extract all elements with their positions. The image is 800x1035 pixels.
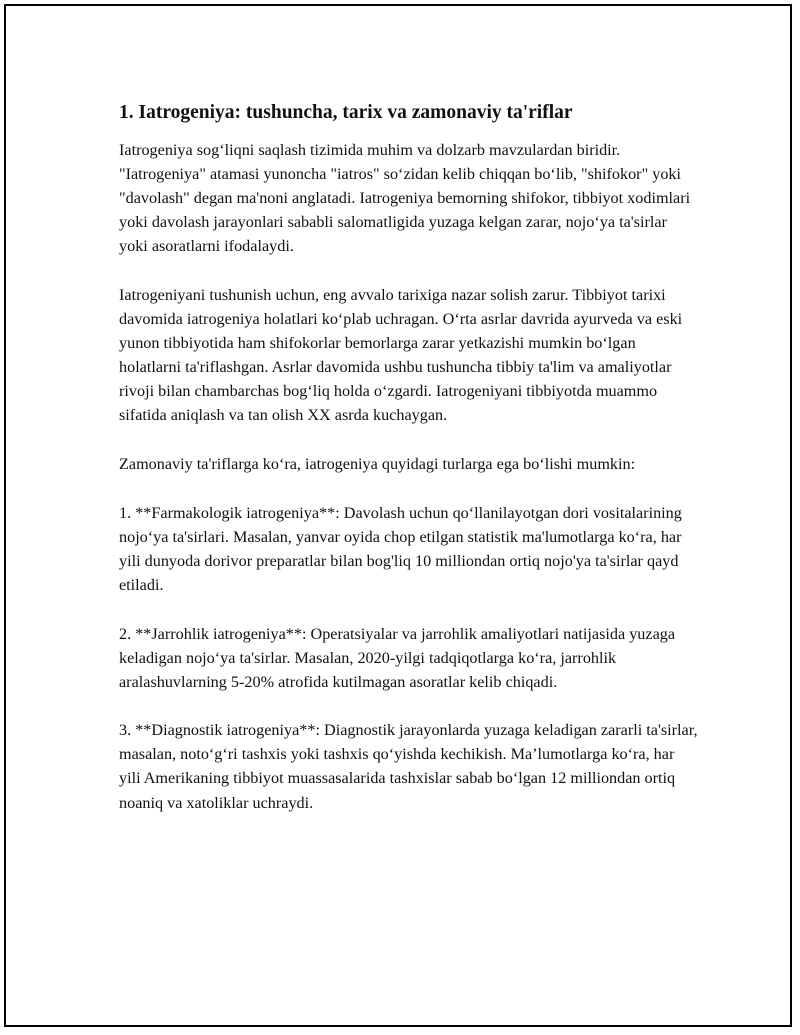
list-item-surgical: 2. **Jarrohlik iatrogeniya**: Operatsiyalar va jarrohlik amaliyotlari natijasida yuzaga keladigan nojo‘ya ta'sirlar. Masalan, 2020-yilgi tadqiqotlarga ko‘ra, jarrohlik aralashuvlarning 5-20% atrofida kutilmagan asoratlar kelib chiqadi. bbox=[119, 624, 676, 691]
document-body bbox=[119, 101, 699, 839]
paragraph-history: Iatrogeniyani tushunish uchun, eng avvalo tarixiga nazar solish zarur. Tibbiyot tarixi davomida iatrogeniya holatlari ko‘plab uchragan. O‘rta asrlar davrida ayurveda va eski yunon tibbiyotida ham shifokorlar bemorlarga zarar yetkazishi mumkin bo‘lgan holatlarni ta'riflashgan. Asrlar davomida ushbu tushuncha tibbiy ta'lim va amaliyotlar rivoji bilan chambarchas bog‘liq holda o‘zgardi. Iatrogeniyani tibbiyotda muammo sifatida aniqlash va tan olish XX asrda kuchaygan. bbox=[119, 285, 683, 425]
list-item-diagnostic: 3. **Diagnostik iatrogeniya**: Diagnostik jarayonlarda yuzaga keladigan zararli ta'sirlar, masalan, noto‘g‘ri tashxis yoki tashxis qo‘yishda kechikish. Ma’lumotlarga ko‘ra, har yili Amerikaning tibbiyot muassasalarida tashxislar sabab bo‘lgan 12 milliondan ortiq noaniq va xatoliklar uchraydi. bbox=[119, 721, 698, 812]
page-frame bbox=[4, 4, 792, 1027]
paragraph-intro: Iatrogeniya sog‘liqni saqlash tizimida muhim va dolzarb mavzulardan biridir. "Iatrogeniya" atamasi yunoncha "iatros" so‘zidan kelib chiqqan bo‘lib, "shifokor" yoki "davolash" degan ma'noni anglatadi. Iatrogeniya bemorning shifokor, tibbiyot xodimlari yoki davolash jarayonlari sababli salomatligida yuzaga kelgan zarar, nojo‘ya ta'sirlar yoki asoratlarni ifodalaydi. bbox=[119, 141, 691, 256]
paragraph-types-intro: Zamonaviy ta'riflarga ko‘ra, iatrogeniya quyidagi turlarga ega bo‘lishi mumkin: bbox=[119, 455, 636, 474]
list-item-pharmacological: 1. **Farmakologik iatrogeniya**: Davolash uchun qo‘llanilayotgan dori vositalarining nojo‘ya ta'sirlari. Masalan, yanvar oyida chop etilgan statistik ma'lumotlarga ko‘ra, har yili dunyoda dorivor preparatlar bilan bog'liq 10 milliondan ortiq nojo'ya ta'sirlar qayd etiladi. bbox=[119, 503, 682, 594]
section-title: 1. Iatrogeniya: tushuncha, tarix va zamonaviy ta'riflar bbox=[119, 102, 573, 123]
